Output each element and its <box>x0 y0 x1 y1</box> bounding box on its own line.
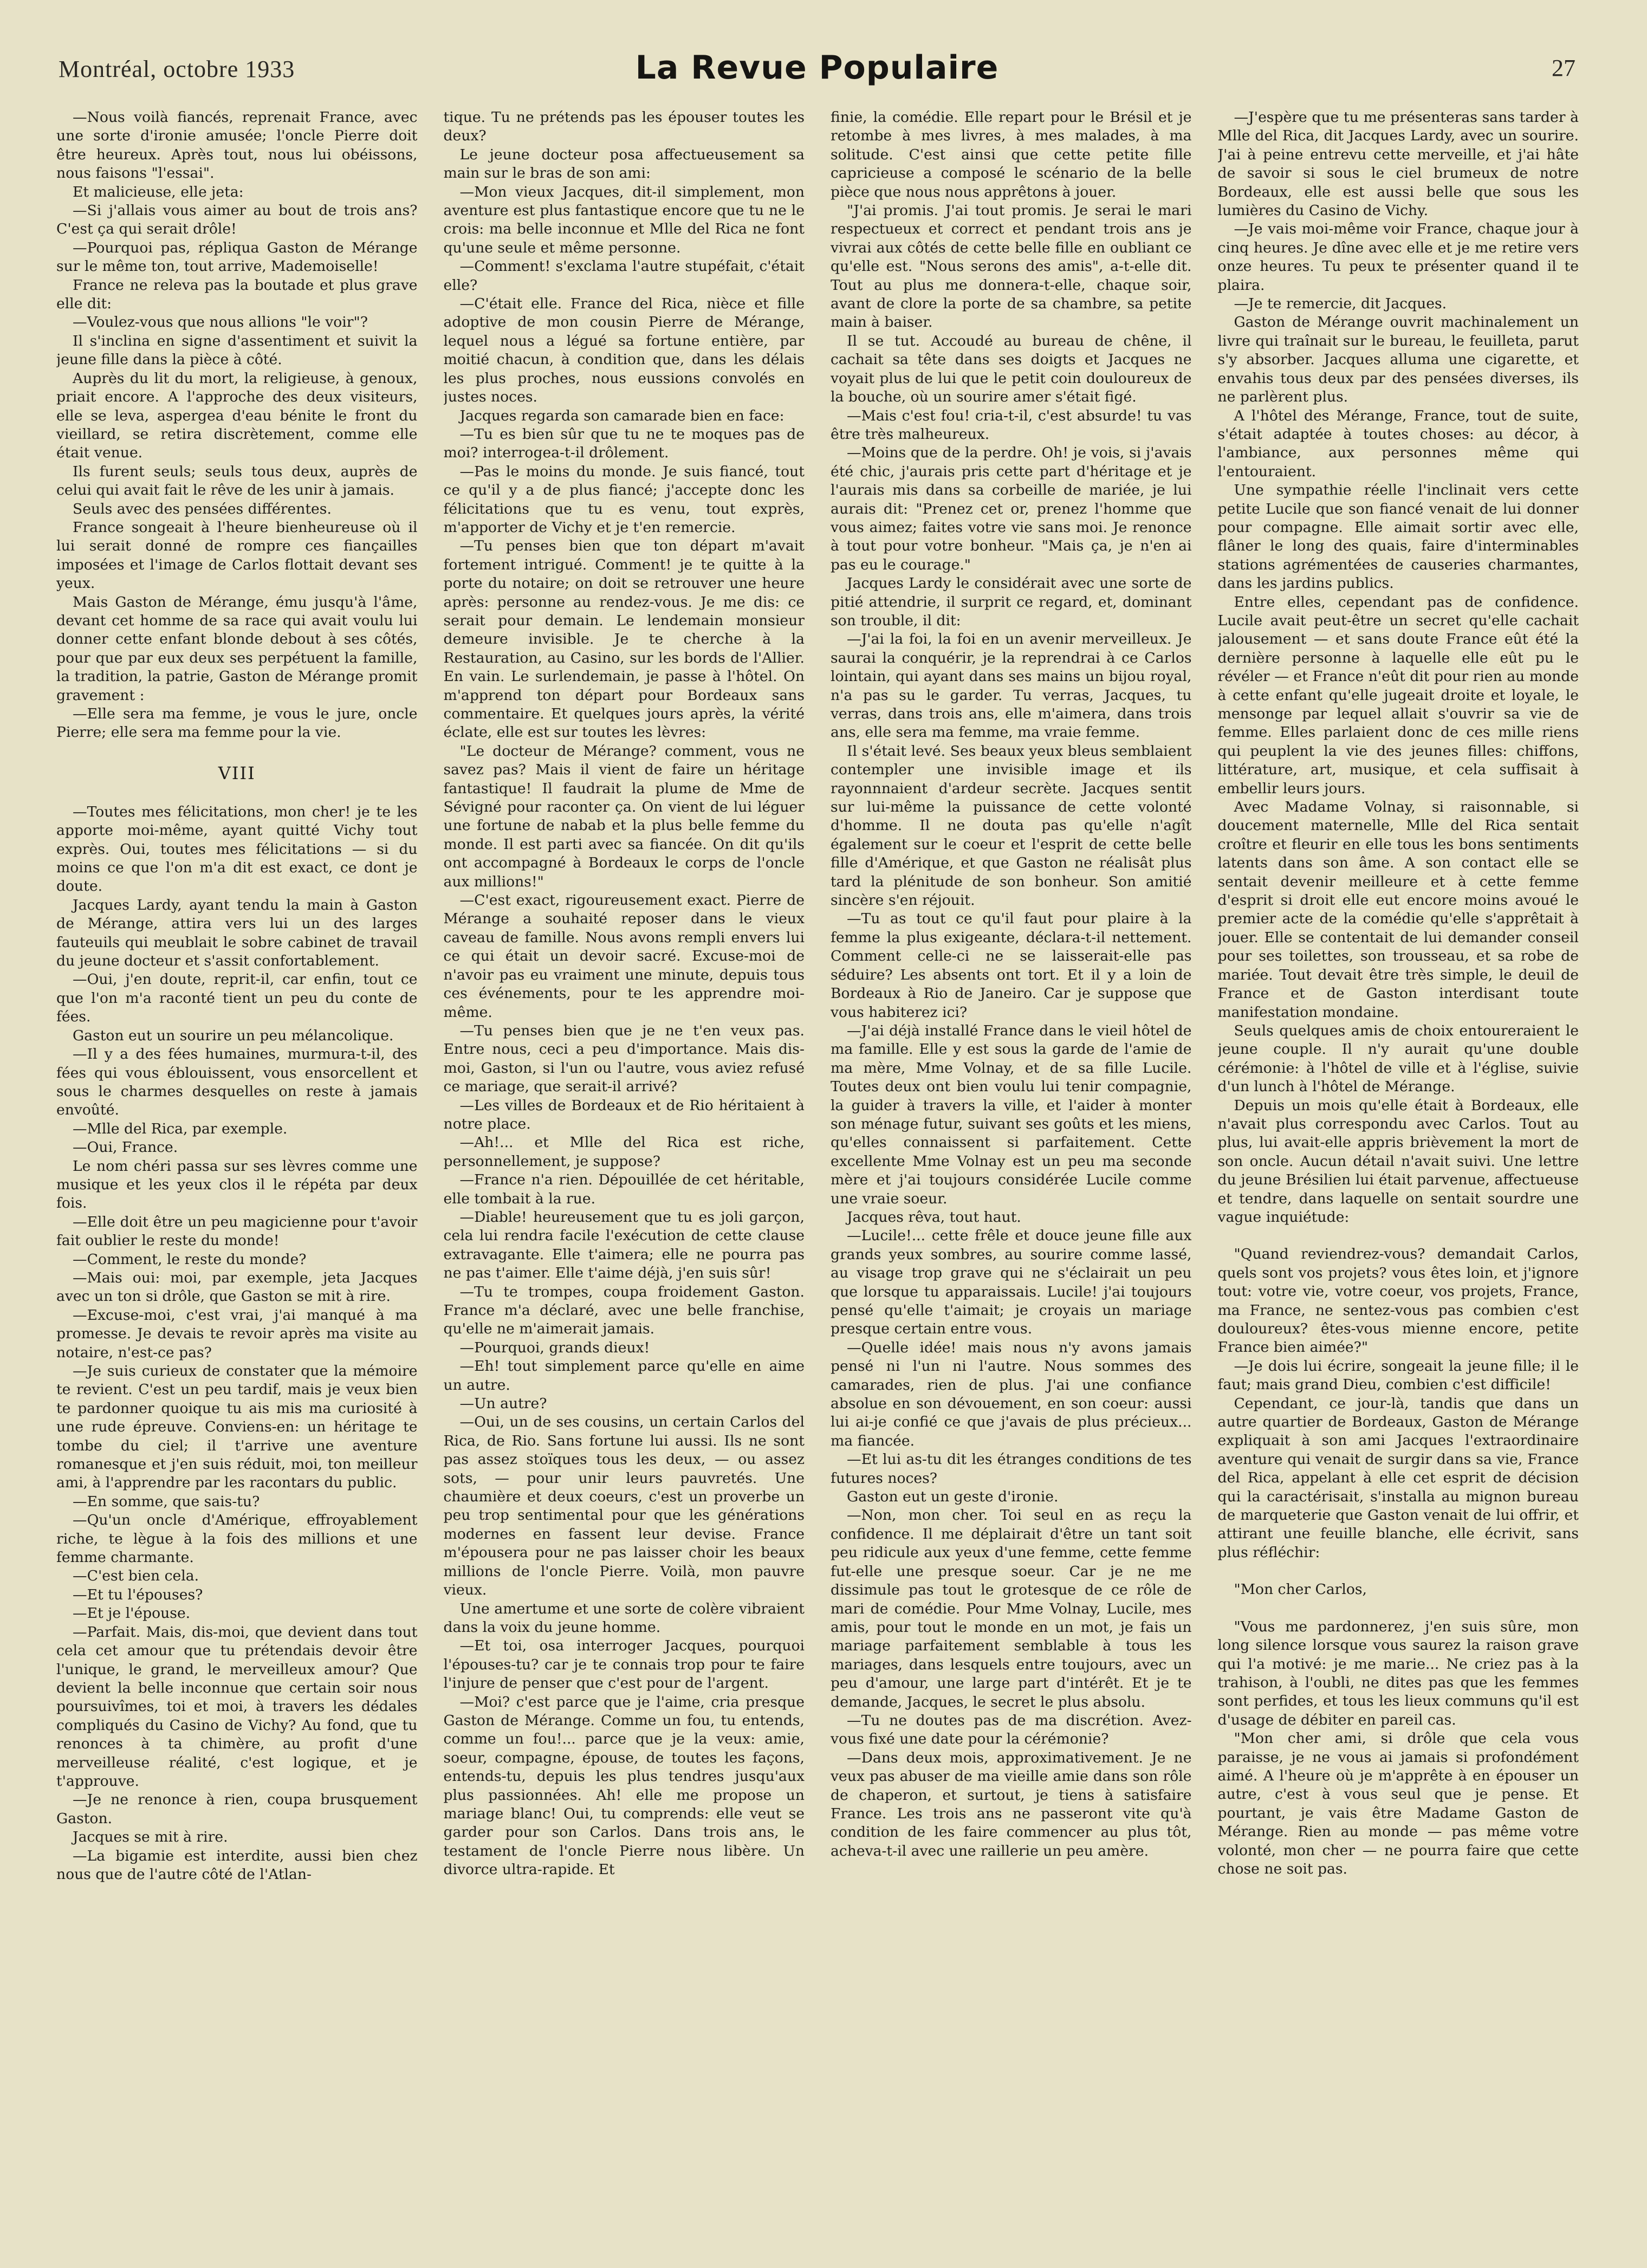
paragraph: —Oui, j'en doute, reprit-il, car enfin, tout ce que l'on m'a raconté tient un peu du conte de fées. <box>56 971 418 1026</box>
letter-paragraph: "Quand reviendrez-vous? demandait Carlos, quels sont vos projets? vous êtes loin, et j'ignore tout: votre vie, votre coeur, vos projets, France, ma France, ne sentez-vous pas combien c'est douloureux? êtes-vous mienne encore, petite France bien aimée?" <box>1217 1246 1579 1356</box>
paragraph: Gaston de Mérange ouvrit machinalement un livre qui traînait sur le bureau, le feuilleta, parut s'y absorber. Jacques alluma une cigarette, et envahis tous deux par des pensées diverses, ils ne parlèrent plus. <box>1217 314 1579 406</box>
paragraph: Jacques regarda son camarade bien en face: <box>459 407 784 424</box>
paragraph: —Quelle idée! mais nous n'y avons jamais pensé ni l'un ni l'autre. Nous sommes des camarades, rien de plus. J'ai une confiance absolue en son dévouement, en son coeur: aussi lui ai-je confié ce que j'avais de plus précieux... ma fiancée. <box>831 1339 1192 1449</box>
paragraph: —Il y a des fées humaines, murmura-t-il, des fées qui vous éblouissent, vous ensorcellent et sous le charmes desquelles on reste à jamais envoûté. <box>56 1046 418 1119</box>
paragraph: Avec Madame Volnay, si raisonnable, si doucement maternelle, Mlle del Rica sentait croître et fleurir en elle tous les bons sentiments latents dans son âme. A son contact elle se sentait devenir meilleure et à cette femme d'esprit si droit elle eut encore moins avoué le premier acte de la comédie qu'elle s'apprêtait à jouer. Elle se contentait de lui demander conseil pour ses toilettes, son trousseau, et sa robe de mariée. Tout devait être très simple, le deuil de France et de Gaston interdisant toute manifestation mondaine. <box>1217 799 1579 1021</box>
paragraph: —Tu penses bien que ton départ m'avait fortement intrigué. Comment! je te quitte à la porte du notaire; on doit se retrouver une heure après: personne au rendez-vous. Je me dis: ce serait pour demain. Le lendemain monsieur demeure invisible. Je te cherche à la Restauration, au Casino, sur les bords de l'Allier. En vain. Le surlendemain, je passe à l'hôtel. On m'apprend ton départ pour Bordeaux sans commentaire. Et quelques jours après, la vérité éclate, elle est sur toutes les lèvres: <box>443 537 805 741</box>
paragraph: —Les villes de Bordeaux et de Rio héritaient à notre place. <box>443 1097 805 1132</box>
paragraph: —Je te remercie, dit Jacques. <box>1234 295 1447 313</box>
paragraph: —Un autre? <box>459 1395 547 1412</box>
paragraph: —Oui, un de ses cousins, un certain Carlos del Rica, de Rio. Sans fortune lui aussi. Ils ne sont pas assez stoïques tous les deux, — ou assez sots, — pour unir leurs pauvretés. Une chaumière et deux coeurs, c'est un proverbe un peu trop sentimental pour que les générations modernes en fassent leur devise. France m'épousera pour ne pas laisser choir les beaux millions de l'oncle Pierre. Voilà, mon pauvre vieux. <box>443 1414 805 1599</box>
paragraph: —Moins que de la perdre. Oh! je vois, si j'avais été chic, j'aurais pris cette part d'héritage et je l'aurais mis dans sa corbeille de mariée, je lui aurais dit: "Prenez cet or, prenez l'homme que vous aimez; faites votre vie sans moi. Je renonce à tout pour votre bonheur. "Mais ça, je n'en ai pas eu le courage." <box>831 444 1192 573</box>
paragraph: Cependant, ce jour-là, tandis que dans un autre quartier de Bordeaux, Gaston de Mérange expliquait à son ami Jacques l'extraordinaire aventure qui venait de surgir dans sa vie, France del Rica, appelant à elle cet esprit de décision qui la caractérisait, s'installa au mignon bureau de marqueterie que Gaston venait de lui offrir, et attirant une feuille blanche, elle écrivit, sans plus réfléchir: <box>1217 1395 1579 1561</box>
paragraph: Seuls avec des pensées différentes. <box>73 500 332 517</box>
paragraph: —Je ne renonce à rien, coupa brusquement Gaston. <box>56 1791 418 1827</box>
magazine-title: La Revue Populaire <box>635 49 999 87</box>
paragraph: —J'espère que tu me présenteras sans tarder à Mlle del Rica, dit Jacques Lardy, avec un sourire. J'ai à peine entrevu cette merveille, et j'ai hâte de savoir si sous le ciel brumeux de notre Bordeaux, elle est aussi belle que sous les lumières du Casino de Vichy. <box>1217 109 1579 219</box>
paragraph: Le jeune docteur posa affectueusement sa main sur le bras de son ami: <box>443 146 805 182</box>
letter-paragraph: "Vous me pardonnerez, j'en suis sûre, mon long silence lorsque vous saurez la raison grave qui l'a motivé: je me marie... Ne criez pas à la trahison, à l'oubli, ne dites pas que les femmes sont perfides, et tous les lieux communs qu'il est d'usage de débiter en pareil cas. <box>1217 1618 1579 1728</box>
page-header <box>59 49 1575 87</box>
letter-salutation: "Mon cher Carlos, <box>1234 1581 1367 1598</box>
place-date: Montréal, octobre 1933 <box>59 56 295 82</box>
paragraph: Il s'était levé. Ses beaux yeux bleus semblaient contempler une invisible image et ils rayonnnaient d'ardeur secrète. Jacques sentit sur lui-même la puissance de cette volonté d'homme. Il ne douta pas qu'elle n'agît également sur le coeur et l'esprit de cette belle fille d'Amérique, et que Gaston ne réalisât plus tard la plénitude de son bonheur. Son amitié sincère s'en réjouit. <box>831 742 1192 909</box>
paragraph: finie, la comédie. Elle repart pour le Brésil et je retombe à mes livres, à mes malades, à ma solitude. C'est ainsi que cette petite fille capricieuse a composé le scénario de la belle pièce que nous nous apprêtons à jouer. <box>831 109 1192 200</box>
paragraph: —Mais oui: moi, par exemple, jeta Jacques avec un ton si drôle, que Gaston se mit à rire. <box>56 1269 418 1305</box>
paragraph: —Je suis curieux de constater que la mémoire te revient. C'est un peu tardif, mais je veux bien te pardonner quoique tu ais mis ma curiosité à une rude épreuve. Conviens-en: un héritage te tombe du ciel; il t'arrive une aventure romanesque et j'en suis réduit, moi, ton meilleur ami, à l'apprendre par les racontars du public. <box>56 1363 418 1492</box>
paragraph: —Je vais moi-même voir France, chaque jour à cinq heures. Je dîne avec elle et je me retire vers onze heures. Tu peux te présenter quand il te plaira. <box>1217 221 1579 294</box>
paragraph: Seuls quelques amis de choix entoureraient le jeune couple. Il n'y aurait qu'une double cérémonie: à l'hôtel de ville et à l'église, suivie d'un lunch à l'hôtel de Mérange. <box>1217 1022 1579 1096</box>
paragraph: —Excuse-moi, c'est vrai, j'ai manqué à ma promesse. Je devais te revoir après ma visite au notaire, n'est-ce pas? <box>56 1306 418 1361</box>
paragraph: Mais Gaston de Mérange, ému jusqu'à l'âme, devant cet homme de sa race qui avait voulu lui donner cette enfant blonde debout à ses côtés, pour que par eux deux ses perpétuent la famille, la tradition, la patrie, Gaston de Mérange promit gravement : <box>56 593 418 704</box>
paragraph: —Tu es bien sûr que tu ne te moques pas de moi? interrogea-t-il drôlement. <box>443 425 805 462</box>
paragraph: —Mon vieux Jacques, dit-il simplement, mon aventure est plus fantastique encore que tu ne le crois: ma belle inconnue et Mlle del Rica ne font qu'une seule et même personne. <box>443 183 805 256</box>
paragraph: —Et je l'épouse. <box>73 1605 191 1622</box>
paragraph: —Ah!... et Mlle del Rica est riche, personnellement, je suppose? <box>443 1134 805 1170</box>
paragraph: Une amertume et une sorte de colère vibraient dans la voix du jeune homme. <box>443 1600 805 1636</box>
paragraph: —Toutes mes félicitations, mon cher! je te les apporte moi-même, ayant quitté Vichy tout exprès. Oui, toutes mes félicitations — si du moins ce que l'on m'a dit est exact, ce dont je doute. <box>56 803 418 895</box>
paragraph: —Parfait. Mais, dis-moi, que devient dans tout cela cet amour que tu prétendais devoir être l'unique, le grand, le merveilleux amour? Que devient la belle inconnue que certain soir nous poursuivîmes, toi et moi, à travers les dédales compliqués du Casino de Vichy? Au fond, que tu renonces à ta chimère, au profit d'une merveilleuse réalité, c'est logique, et je t'approuve. <box>56 1623 418 1790</box>
paragraph: France ne releva pas la boutade et plus grave elle dit: <box>56 276 418 313</box>
paragraph: Jacques se mit à rire. <box>73 1829 228 1846</box>
paragraph: —C'est bien cela. <box>73 1567 199 1585</box>
letter-paragraph: "Mon cher ami, si drôle que cela vous paraisse, je ne vous ai jamais si profondément aimé. A l'heure où je m'apprête à en épouser un autre, c'est à vous seul que je pense. Et pourtant, je vais être Madame Gaston de Mérange. Rien au monde — pas même votre volonté, mon cher — ne pourra faire que cette chose ne soit pas. <box>1217 1730 1579 1877</box>
paragraph: —Comment! s'exclama l'autre stupéfait, c'était elle? <box>443 258 805 294</box>
paragraph: —Moi? c'est parce que je l'aime, cria presque Gaston de Mérange. Comme un fou, tu entends, comme un fou!... parce que je la veux: amie, soeur, compagne, épouse, de toutes les façons, entends-tu, depuis les plus tendres jusqu'aux plus passionnées. Ah! elle me propose un mariage blanc! Oui, tu comprends: elle veut se garder pour son Carlos. Dans trois ans, le testament de l'oncle Pierre nous libère. Un divorce ultra-rapide. Et <box>443 1693 805 1878</box>
paragraph: —Comment, le reste du monde? <box>73 1250 307 1268</box>
article-column-1 <box>56 108 418 2254</box>
paragraph: Jacques rêva, tout haut. <box>847 1208 1021 1226</box>
paragraph: —Pourquoi, grands dieux! <box>459 1339 650 1356</box>
paragraph: Il se tut. Accoudé au bureau de chêne, il cachait sa tête dans ses doigts et Jacques ne voyait plus de lui que le petit coin douloureux de la bouche, où un sourire amer s'était figé. <box>831 332 1192 406</box>
paragraph: —Tu ne doutes pas de ma discrétion. Avez-vous fixé une date pour la cérémonie? <box>831 1712 1192 1748</box>
paragraph: —Tu as tout ce qu'il faut pour plaire à la femme la plus exigeante, déclara-t-il nettement. Comment celle-ci ne se laisserait-elle pas séduire? Les absents ont tort. Et il y a loin de Bordeaux à Rio de Janeiro. Car je suppose que vous habiterez ici? <box>831 910 1192 1021</box>
paragraph: —Et toi, osa interroger Jacques, pourquoi l'épouses-tu? car je te connais trop pour te faire l'injure de penser que c'est pour de l'argent. <box>443 1637 805 1692</box>
paragraph: Jacques Lardy, ayant tendu la main à Gaston de Mérange, attira vers lui un des larges fauteuils qui meublait le sobre cabinet de travail du jeune docteur et s'assit confortablement. <box>56 896 418 970</box>
paragraph: —Nous voilà fiancés, reprenait France, avec une sorte d'ironie amusée; l'oncle Pierre doit être heureux. Après tout, nous lui obéissons, nous faisons "l'essai". <box>56 109 418 182</box>
paragraph: —Mais c'est fou! cria-t-il, c'est absurde! tu vas être très malheureux. <box>831 407 1192 443</box>
paragraph: —J'ai la foi, la foi en un avenir merveilleux. Je saurai la conquérir, je la reprendrai à ce Carlos lointain, qui ayant dans ses mains un bijou royal, n'a pas su le garder. Tu verras, Jacques, tu verras, dans trois ans, elle m'aimera, dans trois ans, elle sera ma femme, ma vraie femme. <box>831 631 1192 741</box>
paragraph: —Si j'allais vous aimer au bout de trois ans? C'est ça qui serait drôle! <box>56 202 418 238</box>
paragraph: —Je dois lui écrire, songeait la jeune fille; il le faut; mais grand Dieu, combien c'est difficile! <box>1217 1357 1579 1394</box>
paragraph: —J'ai déjà installé France dans le vieil hôtel de ma famille. Elle y est sous la garde de l'amie de ma mère, Mme Volnay, et de sa fille Lucile. Toutes deux ont bien voulu lui tenir compagnie, la guider à travers la ville, et l'aider à monter son ménage futur, suivant ses goûts et les miens, qu'elles connaissent si parfaitement. Cette excellente Mme Volnay est un peu ma seconde mère et j'ai toujours considérée Lucile comme une vraie soeur. <box>831 1022 1192 1207</box>
paragraph: Une sympathie réelle l'inclinait vers cette petite Lucile que son fiancé venait de lui donner pour compagne. Elle aimait sortir avec elle, flâner le long des quais, faire d'interminables stations agrémentées de causeries charmantes, dans les jardins publics. <box>1217 482 1579 592</box>
paragraph: Jacques Lardy le considérait avec une sorte de pitié attendrie, il surprit ce regard, et, dominant son trouble, il dit: <box>831 575 1192 629</box>
paragraph: —Elle doit être un peu magicienne pour t'avoir fait oublier le reste du monde! <box>56 1213 418 1249</box>
paragraph: —Dans deux mois, approximativement. Je ne veux pas abuser de ma vieille amie dans son rôle de chaperon, et surtout, je tiens à satisfaire France. Les trois ans ne passeront vite qu'à condition de les faire commencer au plus tôt, acheva-t-il avec une raillerie un peu amère. <box>831 1749 1192 1859</box>
paragraph: Et malicieuse, elle jeta: <box>73 183 244 200</box>
paragraph: —Non, mon cher. Toi seul en as reçu la confidence. Il me déplairait d'être un tant soit peu ridicule aux yeux d'une femme, cette femme fut-elle une presque soeur. Car je ne me dissimule pas tout le grotesque de ce rôle de mari de comédie. Pour Mme Volnay, Lucile, mes amis, pour tout le monde en un mot, je fais un mariage parfaitement semblable à tous les mariages, dans lesquels entre toujours, avec un peu d'amour, une large part d'intérêt. Et je te demande, Jacques, le secret le plus absolu. <box>831 1507 1192 1710</box>
paragraph: —C'était elle. France del Rica, nièce et fille adoptive de mon cousin Pierre de Mérange, lequel nous a légué sa fortune entière, par moitié chacun, à condition que, dans les délais les plus proches, nous eussions convolés en justes noces. <box>443 295 805 406</box>
paragraph: Depuis un mois qu'elle était à Bordeaux, elle n'avait plus correspondu avec Carlos. Tout au plus, lui avait-elle appris brièvement la mort de son oncle. Aucun détail n'avait suivi. Une lettre du jeune Brésilien lui était parvenue, affectueuse et tendre, dans laquelle on sentait sourdre une vague inquiétude: <box>1217 1097 1579 1226</box>
paragraph: —Et tu l'épouses? <box>73 1586 203 1603</box>
article-column-4 <box>1218 108 1579 2254</box>
paragraph: —Et lui as-tu dit les étranges conditions de tes futures noces? <box>831 1451 1192 1487</box>
paragraph: —Oui, France. <box>73 1139 178 1156</box>
article-column-2 <box>444 108 805 2254</box>
paragraph: Il s'inclina en signe d'assentiment et suivit la jeune fille dans la pièce à côté. <box>56 332 418 368</box>
paragraph: —Voulez-vous que nous allions "le voir"? <box>73 314 368 331</box>
paragraph: —Pourquoi pas, répliqua Gaston de Mérange sur le même ton, tout arrive, Mademoiselle! <box>56 239 418 275</box>
paragraph: tique. Tu ne prétends pas les épouser toutes les deux? <box>443 109 805 145</box>
article-column-3 <box>831 108 1192 2254</box>
paragraph: —Pas le moins du monde. Je suis fiancé, tout ce qu'il y a de plus fiancé; j'accepte donc les félicitations que tu es venu, tout exprès, m'apporter de Vichy et je t'en remercie. <box>443 463 805 536</box>
paragraph: —Lucile!... cette frêle et douce jeune fille aux grands yeux sombres, au sourire comme lassé, au visage trop grave qui ne s'éclairait un peu que lorsque tu apparaissais. Lucile! j'ai toujours pensé qu'elle t'aimait; je croyais un mariage presque certain entre vous. <box>831 1227 1192 1338</box>
paragraph: Auprès du lit du mort, la religieuse, à genoux, priait encore. A l'approche des deux visiteurs, elle se leva, aspergea d'eau bénite le front du vieillard, se retira discrètement, comme elle était venue. <box>56 370 418 462</box>
page-number: 27 <box>1552 55 1575 81</box>
paragraph: —En somme, que sais-tu? <box>73 1493 260 1510</box>
paragraph: A l'hôtel des Mérange, France, tout de suite, s'était adaptée à toutes choses: au décor, à l'ambiance, aux personnes même qui l'entouraient. <box>1217 407 1579 480</box>
paragraph: —Eh! tout simplement parce qu'elle en aime un autre. <box>443 1358 805 1394</box>
article-columns <box>56 108 1579 2254</box>
paragraph: —La bigamie est interdite, aussi bien chez nous que de l'autre côté de l'Atlan- <box>56 1847 418 1883</box>
paragraph: Gaston eut un sourire un peu mélancolique. <box>73 1027 394 1044</box>
paragraph: "J'ai promis. J'ai tout promis. Je serai le mari respectueux et correct et pendant trois ans je vivrai aux côtés de cette belle fille en oubliant ce qu'elle est. "Nous serons des amis", a-t-elle dit. Tout au plus me donnera-t-elle, chaque soir, avant de clore la porte de sa chambre, sa petite main à baiser. <box>831 202 1192 331</box>
paragraph: France songeait à l'heure bienheureuse où il lui serait donné de rompre ces fiançailles imposées et l'image de Carlos flottait devant ses yeux. <box>56 519 418 592</box>
paragraph: "Le docteur de Mérange? comment, vous ne savez pas? Mais il vient de faire un héritage fantastique! Il faudrait la plume de Mme de Sévigné pour raconter ça. On vient de lui léguer une fortune de nabab et la plus belle femme du monde. Il est parti avec sa fiancée. On dit qu'ils ont accompagné à Bordeaux le corps de l'oncle aux millions!" <box>443 742 805 890</box>
paragraph: —Elle sera ma femme, je vous le jure, oncle Pierre; elle sera ma femme pour la vie. <box>56 705 418 741</box>
paragraph: Gaston eut un geste d'ironie. <box>847 1488 1059 1506</box>
paragraph: —Tu penses bien que je ne t'en veux pas. Entre nous, ceci a peu d'importance. Mais dis-moi, Gaston, si l'un ou l'autre, vous aviez refusé ce mariage, que serait-il arrivé? <box>443 1022 805 1096</box>
paragraph: —Diable! heureusement que tu es joli garçon, cela lui rendra facile l'exécution de cette clause extravagante. Elle t'aimera; elle ne pourra pas ne pas t'aimer. Elle t'aime déjà, j'en suis sûr! <box>443 1208 805 1282</box>
paragraph: —C'est exact, rigoureusement exact. Pierre de Mérange a souhaité reposer dans le vieux caveau de famille. Nous avons rempli envers lui ce qui était un devoir sacré. Excuse-moi de n'avoir pas eu vraiment une minute, depuis tous ces événements, pour te les apprendre moi-même. <box>443 892 805 1021</box>
paragraph: —France n'a rien. Dépouillée de cet héritable, elle tombait à la rue. <box>443 1171 805 1207</box>
paragraph: Entre elles, cependant pas de confidence. Lucile avait peut-être un secret qu'elle cachait jalousement — et sans doute France eût été la dernière personne à laquelle elle eût pu le révéler — et France n'eût dit pour rien au monde à cette enfant qu'elle jugeait droite et loyale, le mensonge par lequel allait s'ouvrir sa vie de femme. Elles parlaient donc de ces mille riens qui peuplent la vie des jeunes filles: chiffons, littérature, art, musique, et cela suffisait à embellir leurs jours. <box>1217 593 1579 797</box>
paragraph: —Qu'un oncle d'Amérique, effroyablement riche, te lègue à la fois des millions et une femme charmante. <box>56 1512 418 1566</box>
chapter-heading: VIII <box>218 762 256 783</box>
paragraph: —Tu te trompes, coupa froidement Gaston. France m'a déclaré, avec une belle franchise, qu'elle ne m'aimerait jamais. <box>443 1283 805 1338</box>
paragraph: Ils furent seuls; seuls tous deux, auprès de celui qui avait fait le rêve de les unir à jamais. <box>56 463 418 499</box>
paragraph: —Mlle del Rica, par exemple. <box>73 1120 288 1137</box>
paragraph: Le nom chéri passa sur ses lèvres comme une musique et les yeux clos il le répéta par deux fois. <box>56 1157 418 1212</box>
